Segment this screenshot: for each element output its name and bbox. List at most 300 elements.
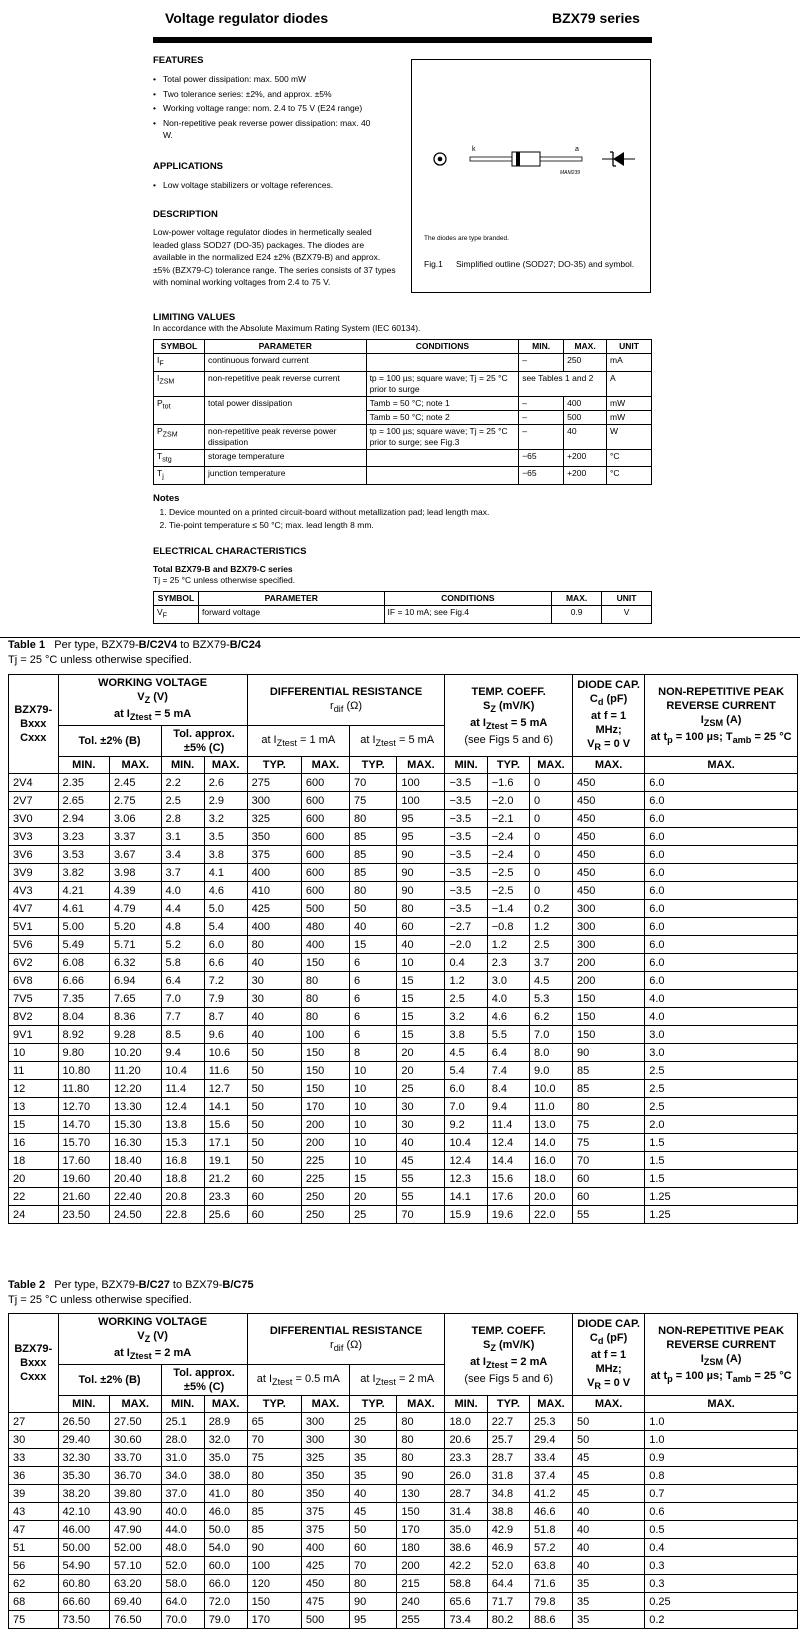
table-cell: 85	[247, 1521, 301, 1539]
table-cell: 2.45	[110, 774, 161, 792]
table-cell: 12	[9, 1080, 59, 1098]
table-cell: 27	[9, 1413, 59, 1431]
table-cell: 1.2	[530, 918, 573, 936]
table-cell: 45	[572, 1467, 644, 1485]
table-cell: 48.0	[161, 1539, 204, 1557]
table-cell: 6	[349, 954, 396, 972]
table-cell: 12.7	[204, 1080, 247, 1098]
applications-section	[153, 161, 393, 194]
table-cell: 40	[397, 1134, 445, 1152]
table-cell: 22.40	[110, 1188, 161, 1206]
type-header: BZX79- Bxxx Cxxx	[9, 1314, 59, 1413]
table-cell: 21.60	[58, 1188, 109, 1206]
table-cell: 450	[572, 810, 644, 828]
table-cell: 3.82	[58, 864, 109, 882]
table-cell: 30.60	[110, 1431, 161, 1449]
symbol-cell: $I_{ZSM}$	[154, 371, 205, 396]
table-cell: 11.0	[530, 1098, 573, 1116]
table-cell: 350	[301, 1467, 349, 1485]
table-cell: 9.4	[487, 1098, 529, 1116]
cathode-label: k	[472, 146, 476, 153]
table-cell: 400	[247, 918, 301, 936]
table-cell: 0	[530, 828, 573, 846]
col-header: MIN.	[58, 1396, 109, 1413]
table-cell: 15.30	[110, 1116, 161, 1134]
table-cell: 52.00	[110, 1539, 161, 1557]
table-cell: 20	[9, 1170, 59, 1188]
table-cell: 26.50	[58, 1413, 109, 1431]
table-cell: 4V3	[9, 882, 59, 900]
table-cell: 3.2	[445, 1008, 487, 1026]
table-row	[9, 1449, 798, 1467]
table-cell: 85	[572, 1080, 644, 1098]
table-cell: 15	[397, 1026, 445, 1044]
table-cell: −3.5	[445, 900, 487, 918]
col-header: CONDITIONS	[366, 340, 519, 354]
table-cell: 6.94	[110, 972, 161, 990]
table-cell: 2.6	[204, 774, 247, 792]
table-cell: 5.3	[530, 990, 573, 1008]
section-divider	[0, 637, 800, 638]
table-cell: 18.40	[110, 1152, 161, 1170]
table-cell: 150	[397, 1503, 445, 1521]
table-cell: 6.32	[110, 954, 161, 972]
peak-current-header: NON-REPETITIVE PEAK REVERSE CURRENT $I_{ZSM}$ (A) at $t_p = 100$ µs; $T_{amb} = 25$ °C	[645, 1314, 798, 1396]
table-cell: 51.8	[530, 1521, 573, 1539]
table-row	[9, 1575, 798, 1593]
table-cell: 50	[572, 1413, 644, 1431]
table-cell: 225	[301, 1152, 349, 1170]
table-cell: 600	[301, 864, 349, 882]
table-cell: 75	[572, 1116, 644, 1134]
table-cell: 4.8	[161, 918, 204, 936]
table-cell: 13.30	[110, 1098, 161, 1116]
table-cell: 70	[349, 1557, 396, 1575]
table-cell: 150	[301, 1044, 349, 1062]
table-cell: 35	[572, 1593, 644, 1611]
table-cell: 35.0	[445, 1521, 487, 1539]
table-row	[9, 1044, 798, 1062]
table-cell: 90	[397, 882, 445, 900]
table-cell: 5.20	[110, 918, 161, 936]
table-cell: 8.0	[530, 1044, 573, 1062]
description-title: DESCRIPTION	[153, 209, 218, 220]
table-cell: 5.8	[161, 954, 204, 972]
table-cell: 17.60	[58, 1152, 109, 1170]
table-cell: 350	[247, 828, 301, 846]
notes-title: Notes	[153, 493, 180, 504]
table-cell: 58.0	[161, 1575, 204, 1593]
col-header: CONDITIONS	[384, 592, 552, 606]
col-header: MAX.	[572, 757, 644, 774]
table-cell: 4.0	[645, 1008, 798, 1026]
table-cell: 3.67	[110, 846, 161, 864]
parameter-cell: junction temperature	[204, 467, 366, 485]
table-cell: 40.0	[161, 1503, 204, 1521]
table-cell: 88.6	[530, 1611, 573, 1629]
table-cell: 26.0	[445, 1467, 487, 1485]
table-cell: 34.0	[161, 1467, 204, 1485]
table-row	[9, 1008, 798, 1026]
electrical-title: ELECTRICAL CHARACTERISTICS	[153, 546, 307, 557]
feature-item: • Working voltage range: nom. 2.4 to 75 V (E24 range)	[153, 102, 393, 115]
table-cell: 7.0	[161, 990, 204, 1008]
table-cell: 5.4	[204, 918, 247, 936]
min-cell: −65	[519, 449, 564, 467]
table-cell: 6.0	[645, 846, 798, 864]
table-cell: 38.20	[58, 1485, 109, 1503]
table-cell: 8.36	[110, 1008, 161, 1026]
table-cell: 30	[397, 1116, 445, 1134]
table-cell: 300	[572, 900, 644, 918]
table-cell: 54.0	[204, 1539, 247, 1557]
col-header: SYMBOL	[154, 592, 199, 606]
table-cell: 95	[397, 810, 445, 828]
table2-wrapper	[8, 1313, 798, 1629]
table-cell: 17.6	[487, 1188, 529, 1206]
table-cell: 45	[397, 1152, 445, 1170]
table-cell: 45	[572, 1485, 644, 1503]
table-cell: 15	[349, 936, 396, 954]
table-cell: 22.0	[530, 1206, 573, 1224]
table-cell: 90	[572, 1044, 644, 1062]
table-cell: 60	[349, 1539, 396, 1557]
table-cell: 0	[530, 864, 573, 882]
table-row	[9, 1098, 798, 1116]
table-cell: 600	[301, 792, 349, 810]
table-cell: 71.6	[530, 1575, 573, 1593]
features-list	[153, 73, 393, 142]
table-cell: 4.0	[645, 990, 798, 1008]
feature-item: • Total power dissipation: max. 500 mW	[153, 73, 393, 86]
table-cell: 0	[530, 846, 573, 864]
table-cell: 28.7	[445, 1485, 487, 1503]
table-cell: 275	[247, 774, 301, 792]
table-row	[9, 1431, 798, 1449]
table-cell: 25	[349, 1206, 396, 1224]
features-section	[153, 55, 393, 144]
min-cell: see Tables 1 and 2	[519, 371, 607, 396]
table-cell: 13.0	[530, 1116, 573, 1134]
table-cell: 37.0	[161, 1485, 204, 1503]
table-row	[9, 774, 798, 792]
table-cell: 20.40	[110, 1170, 161, 1188]
table-cell: −3.5	[445, 864, 487, 882]
table-cell: 3.06	[110, 810, 161, 828]
table-cell: 100	[397, 774, 445, 792]
table-cell: 3.53	[58, 846, 109, 864]
table-cell: 6.08	[58, 954, 109, 972]
table-cell: 2.5	[161, 792, 204, 810]
table-row	[9, 936, 798, 954]
table-cell: 30	[397, 1098, 445, 1116]
table-cell: 5V6	[9, 936, 59, 954]
table-cell: 425	[247, 900, 301, 918]
col-header: MAX.	[397, 757, 445, 774]
table-cell: 480	[301, 918, 349, 936]
table-cell: 150	[572, 1008, 644, 1026]
table-cell: 63.8	[530, 1557, 573, 1575]
table-cell: 90	[397, 1467, 445, 1485]
table-cell: 23.3	[445, 1449, 487, 1467]
col-header: MAX.	[204, 1396, 247, 1413]
table-cell: 50	[247, 1152, 301, 1170]
table-cell: 4.0	[161, 882, 204, 900]
unit-cell: mW	[607, 410, 652, 424]
table-cell: 375	[247, 846, 301, 864]
table-cell: 16.30	[110, 1134, 161, 1152]
table-cell: 7.2	[204, 972, 247, 990]
table-cell: 46.0	[204, 1503, 247, 1521]
table-cell: 70	[247, 1431, 301, 1449]
table-cell: 2.5	[645, 1098, 798, 1116]
table-cell: 200	[572, 954, 644, 972]
table-row	[9, 900, 798, 918]
table-cell: 46.00	[58, 1521, 109, 1539]
table-cell: 6	[349, 990, 396, 1008]
tol5-header: Tol. approx. ±5% (C)	[161, 726, 247, 757]
table-cell: −2.4	[487, 828, 529, 846]
parameter-cell: non-repetitive peak reverse current	[204, 371, 366, 396]
table-cell: 21.2	[204, 1170, 247, 1188]
table-cell: 0.3	[645, 1575, 798, 1593]
table-cell: 3.23	[58, 828, 109, 846]
table-cell: 50	[572, 1431, 644, 1449]
table-row	[9, 1026, 798, 1044]
table-row	[9, 1170, 798, 1188]
table-cell: 31.4	[445, 1503, 487, 1521]
table-cell: 30	[247, 972, 301, 990]
table-cell: 10.4	[445, 1134, 487, 1152]
table-cell: 24	[9, 1206, 59, 1224]
col-header: MAX.	[204, 757, 247, 774]
table-cell: 10	[349, 1116, 396, 1134]
table-cell: 50	[349, 1521, 396, 1539]
table-cell: 29.40	[58, 1431, 109, 1449]
table-cell: 46.6	[530, 1503, 573, 1521]
table-cell: 51	[9, 1539, 59, 1557]
table-cell: 16	[9, 1134, 59, 1152]
table-cell: 80	[397, 900, 445, 918]
table-cell: −2.5	[487, 864, 529, 882]
table-cell: 18	[9, 1152, 59, 1170]
table-header-row	[154, 340, 652, 354]
figure-code: MAM239	[560, 170, 581, 176]
table-cell: 10	[397, 954, 445, 972]
table-cell: 150	[301, 1080, 349, 1098]
col-header: MAX.	[564, 340, 607, 354]
table-cell: 31.0	[161, 1449, 204, 1467]
table-cell: 15.70	[58, 1134, 109, 1152]
table-cell: 73.50	[58, 1611, 109, 1629]
izt-low-header: at $I_{Ztest} = 1$ mA	[247, 726, 349, 757]
temp-coeff-header: TEMP. COEFF. $S_Z$ (mV/K) at $I_{Ztest} = 2$ mA (see Figs 5 and 6)	[445, 1314, 573, 1396]
table-cell: −2.1	[487, 810, 529, 828]
table-cell: 40	[247, 1026, 301, 1044]
table-cell: 10.20	[110, 1044, 161, 1062]
conditions-cell	[366, 467, 519, 485]
table-cell: 7.35	[58, 990, 109, 1008]
izt-high-header: at $I_{Ztest} = 2$ mA	[349, 1365, 444, 1396]
table-cell: 12.4	[487, 1134, 529, 1152]
table-cell: 35	[572, 1611, 644, 1629]
table-cell: 30	[349, 1431, 396, 1449]
table-cell: 75	[247, 1449, 301, 1467]
parameter-cell: total power dissipation	[204, 396, 366, 424]
applications-title: APPLICATIONS	[153, 161, 224, 172]
table-cell: 80	[349, 1575, 396, 1593]
table-cell: 50	[247, 1062, 301, 1080]
differential-resistance-header: DIFFERENTIAL RESISTANCE $r_{dif}$ (Ω)	[247, 1314, 445, 1365]
table-cell: 32.0	[204, 1431, 247, 1449]
table-cell: 170	[247, 1611, 301, 1629]
parameter-cell: continuous forward current	[204, 354, 366, 372]
notes-list	[153, 506, 669, 532]
table-cell: 30	[9, 1431, 59, 1449]
table2-table	[8, 1313, 798, 1629]
table-cell: 33.4	[530, 1449, 573, 1467]
table-cell: 50	[247, 1080, 301, 1098]
table-row	[9, 846, 798, 864]
table-cell: 475	[301, 1593, 349, 1611]
table-cell: 400	[301, 936, 349, 954]
table-header-row	[9, 757, 798, 774]
table-cell: 0	[530, 774, 573, 792]
table-cell: 14.70	[58, 1116, 109, 1134]
table-cell: 69.40	[110, 1593, 161, 1611]
table-cell: 10.6	[204, 1044, 247, 1062]
table-cell: 3V0	[9, 810, 59, 828]
table-cell: 1.5	[645, 1152, 798, 1170]
table-cell: 11.6	[204, 1062, 247, 1080]
table-cell: 2V4	[9, 774, 59, 792]
table-cell: 41.2	[530, 1485, 573, 1503]
col-header: MIN.	[519, 340, 564, 354]
limiting-subtitle: In accordance with the Absolute Maximum Rating System (IEC 60134).	[153, 323, 421, 333]
table-cell: 2.5	[645, 1080, 798, 1098]
header-rule	[153, 37, 652, 43]
table-cell: 6.0	[645, 882, 798, 900]
table-cell: 12.4	[161, 1098, 204, 1116]
table-row	[9, 1521, 798, 1539]
feature-item: • Non-repetitive peak reverse power dissipation: max. 40 W.	[153, 117, 373, 142]
table-cell: 16.8	[161, 1152, 204, 1170]
table-row	[154, 371, 652, 396]
table-cell: 80	[247, 1485, 301, 1503]
table-cell: 7.0	[530, 1026, 573, 1044]
table1-caption: Table 1 Per type, BZX79-B/C2V4 to BZX79-B/C24	[8, 639, 261, 651]
note-item: 1. Device mounted on a printed circuit-board without metallization pad; lead length max.	[169, 506, 669, 519]
doc-series: BZX79 series	[552, 10, 640, 26]
table-cell: 4V7	[9, 900, 59, 918]
tol2-header: Tol. ±2% (B)	[58, 1365, 161, 1396]
table-cell: 25.6	[204, 1206, 247, 1224]
parameter-cell: non-repetitive peak reverse power dissipation	[204, 424, 366, 449]
table-cell: 44.0	[161, 1521, 204, 1539]
table-cell: 60	[572, 1170, 644, 1188]
table-cell: 15	[349, 1170, 396, 1188]
min-cell: –	[519, 354, 564, 372]
table-cell: 6.4	[161, 972, 204, 990]
table-cell: 60	[247, 1206, 301, 1224]
table-cell: 35	[572, 1575, 644, 1593]
table-cell: 40	[247, 954, 301, 972]
col-header: MIN.	[445, 757, 487, 774]
limiting-title: LIMITING VALUES	[153, 312, 236, 323]
table-row	[9, 1557, 798, 1575]
table-cell: 25.7	[487, 1431, 529, 1449]
table-row	[9, 1206, 798, 1224]
table-cell: 15.6	[204, 1116, 247, 1134]
table-cell: 150	[301, 1062, 349, 1080]
table-cell: 0	[530, 810, 573, 828]
col-header: MAX.	[530, 757, 573, 774]
table-cell: 11.20	[110, 1062, 161, 1080]
table-cell: 39	[9, 1485, 59, 1503]
table-cell: 0.4	[445, 954, 487, 972]
table-cell: 5.71	[110, 936, 161, 954]
col-header: MIN.	[161, 757, 204, 774]
table-cell: 0.4	[645, 1539, 798, 1557]
table-cell: 0.25	[645, 1593, 798, 1611]
table1-table	[8, 674, 798, 1224]
table-cell: 28.9	[204, 1413, 247, 1431]
table-cell: 19.1	[204, 1152, 247, 1170]
table-cell: 23.3	[204, 1188, 247, 1206]
symbol-cell: $T_{stg}$	[154, 449, 205, 467]
table-cell: 10.4	[161, 1062, 204, 1080]
table-cell: 5.2	[161, 936, 204, 954]
table-cell: 9.80	[58, 1044, 109, 1062]
table-row	[9, 990, 798, 1008]
table-cell: 41.0	[204, 1485, 247, 1503]
col-header: TYP.	[247, 1396, 301, 1413]
table-cell: 3.2	[204, 810, 247, 828]
table-cell: 5.49	[58, 936, 109, 954]
table-cell: 85	[349, 846, 396, 864]
table-cell: 75	[9, 1611, 59, 1629]
table-cell: 31.8	[487, 1467, 529, 1485]
table-cell: 50.0	[204, 1521, 247, 1539]
table-cell: 9.4	[161, 1044, 204, 1062]
table-cell: 4.1	[204, 864, 247, 882]
table-cell: 300	[572, 918, 644, 936]
table-cell: 60	[572, 1188, 644, 1206]
table-cell: 14.1	[445, 1188, 487, 1206]
table-cell: 66.60	[58, 1593, 109, 1611]
table-cell: 3.5	[204, 828, 247, 846]
table-cell: 12.20	[110, 1080, 161, 1098]
unit-cell: °C	[607, 449, 652, 467]
table-cell: 250	[301, 1206, 349, 1224]
table-cell: 6.2	[530, 1008, 573, 1026]
max-cell: 40	[564, 424, 607, 449]
table-cell: 170	[397, 1521, 445, 1539]
table-cell: −1.4	[487, 900, 529, 918]
table-cell: 35	[349, 1449, 396, 1467]
col-header: MAX.	[645, 1396, 798, 1413]
table-cell: 2.5	[445, 990, 487, 1008]
table-cell: 40	[572, 1503, 644, 1521]
table-cell: 20.0	[530, 1188, 573, 1206]
table-cell: −3.5	[445, 792, 487, 810]
table-cell: 0.8	[645, 1467, 798, 1485]
table-cell: 4.5	[530, 972, 573, 990]
table-cell: 15	[397, 1008, 445, 1026]
table-cell: 1.2	[445, 972, 487, 990]
temp-coeff-header: TEMP. COEFF. $S_Z$ (mV/K) at $I_{Ztest} = 5$ mA (see Figs 5 and 6)	[445, 675, 573, 757]
table-cell: 1.5	[645, 1134, 798, 1152]
